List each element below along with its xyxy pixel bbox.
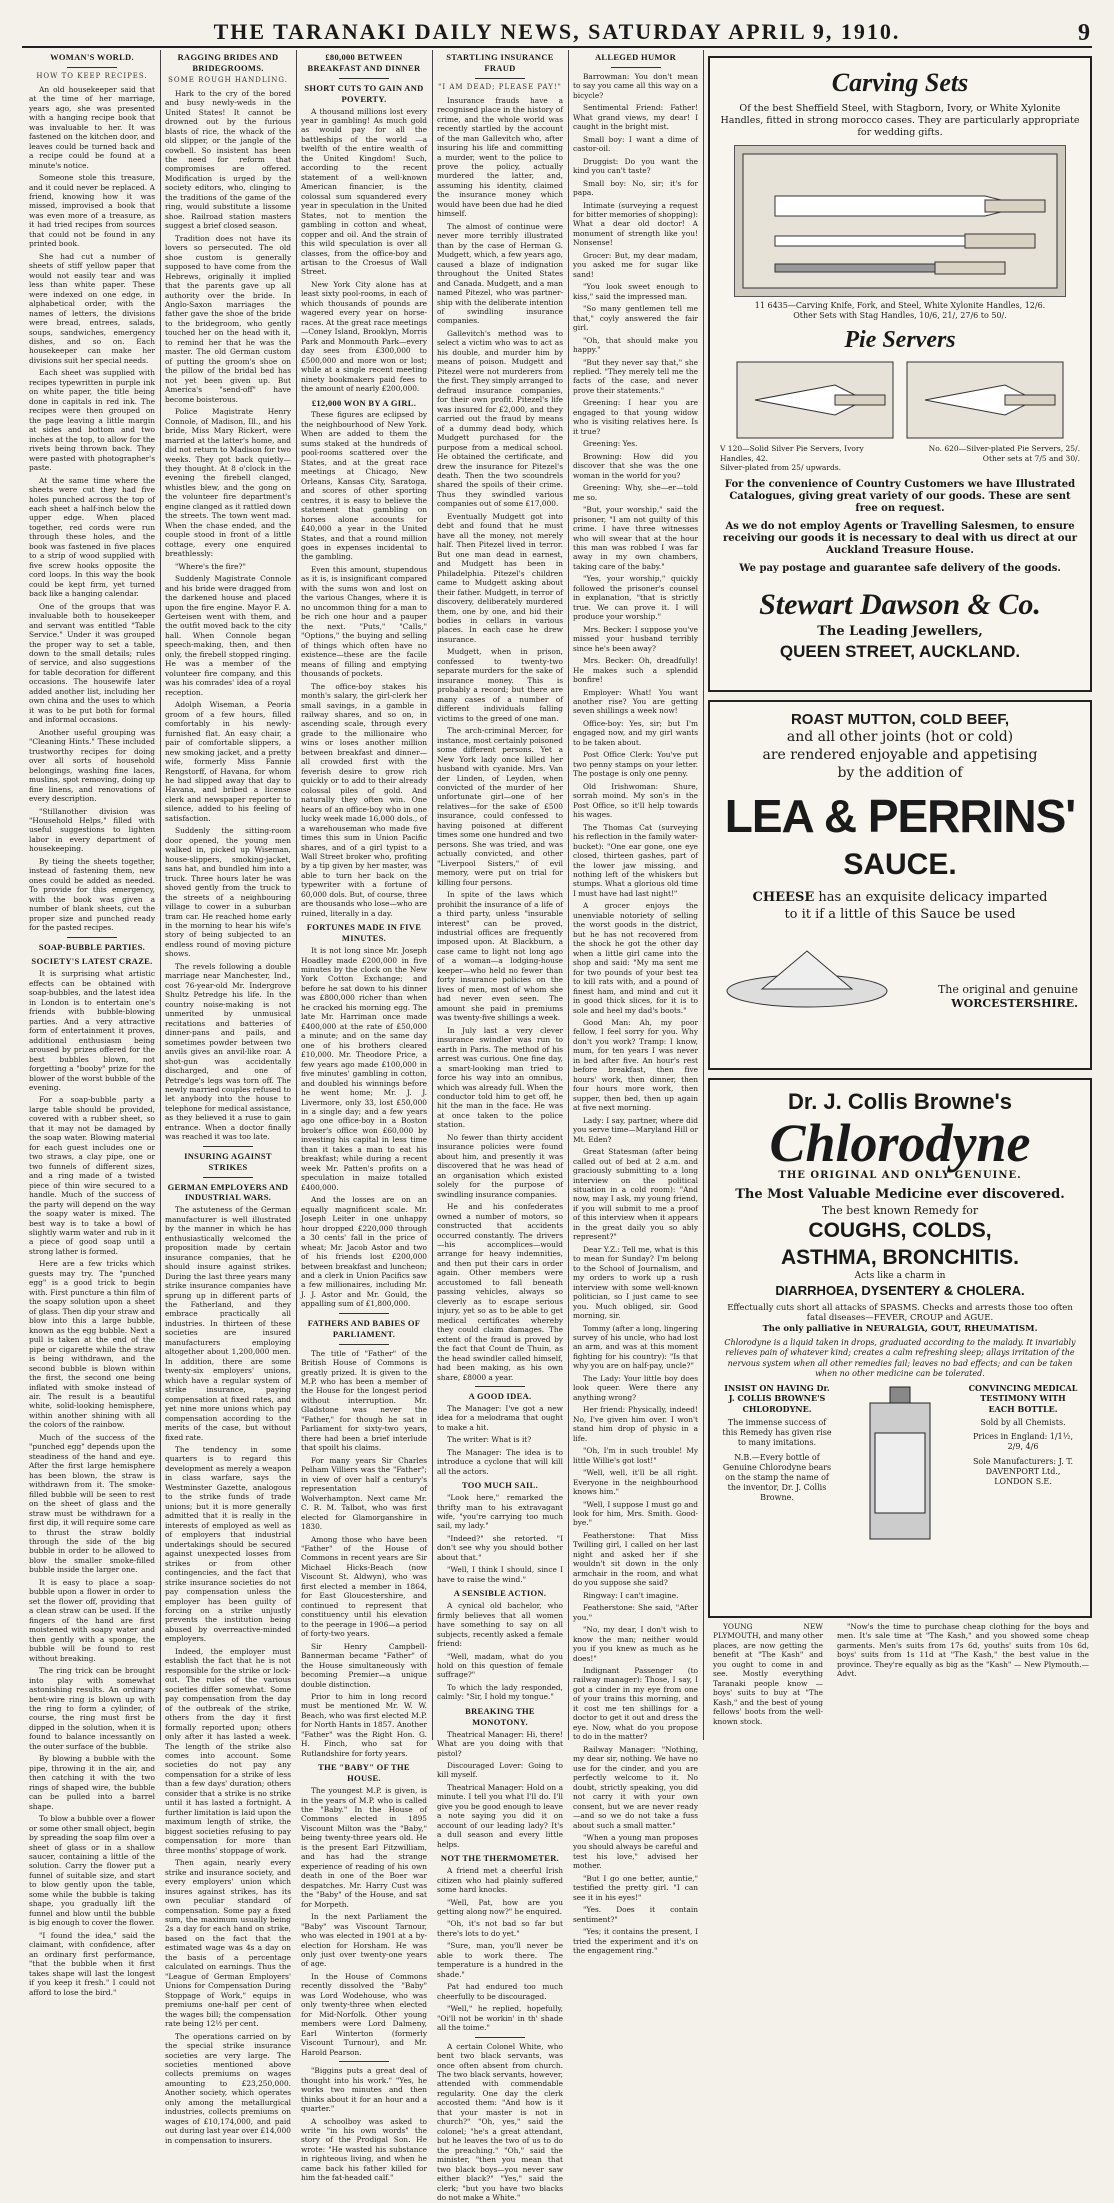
ad-line: WORCESTERSHIRE.: [951, 997, 1078, 1011]
column-womans-world: [24, 48, 160, 1997]
paragraph: Hark to the cry of the bored and busy newly-weds in the United States! It cannot be drowned out by the furious blasts of rice, the whack of the old slipper, or the jangle of the cowbell. So insistent has been the need for reform that compromises are offered. Modification is urged by the society editors, who, clinging to the traditions of the game of the ring, would substitute a lissome shoe. Railroad station masters suggest a brief closed season.: [165, 88, 291, 231]
paragraph: The tendency in some quarters is to regard this development as merely a weapon in class warfare, says the Westminster Gazette, analogous to the strike funds of trade unions; but it is more generally admitted that it is really in the interests of employed as well as of employers that industrial undertakings should be secured against unexpected losses from strikes or from other contingencies, and the fact that strike insurance societies do not pay compensation unless the employer has been guilty of forcing on a strike unjustly prevents the institution being abused by overreactive-minded employers.: [165, 1445, 291, 1644]
ad-line: Sole Manufacturers: J. T. DAVENPORT Ltd., LONDON S.E.: [972, 1456, 1074, 1486]
paragraph: "But, your worship," said the prisoner, "I am not guilty of this crime. I have three witnesses who will swear that at the hour this man was robbed I was far away in my own chambers, taking care of the baby.": [573, 505, 698, 571]
paragraph: Her friend: Physically, indeed! No, I've given him over. I won't stand him drop of physic in a life.: [573, 1405, 698, 1443]
ad-line: The best known Remedy for: [821, 1203, 979, 1217]
paragraph: Barrowman: You don't mean to say you came all this way on a bicycle?: [573, 71, 698, 100]
headline: RAGGING BRIDES AND BRIDEGROOMS.: [177, 52, 279, 73]
subheadline: BREAKING THE MONOTONY.: [465, 1705, 535, 1727]
paragraph: The operations carried on by the special strike insurance societies are very large. The societies mentioned above collects premiums on wages amounting to £23,250,000. Another society, which operates only among the metallurgical industries, collects premiums on wages of £10,174,000, and paid out during last year over £14,000 in compensation to insurers.: [165, 2031, 291, 2145]
paragraph: "Indeed?" she retorted. "I don't see why you should bother about that.": [437, 1533, 563, 1562]
firm-address: QUEEN STREET, AUCKLAND.: [779, 641, 1021, 661]
paragraph: Tommy (after a long, lingering survey of his uncle, who had lost an arm, and was at this moment fighting for his country): "Is that why you are on half-pay, uncle?": [573, 1323, 698, 1371]
paragraph: "Yes. Does it contain sentiment?": [573, 1905, 698, 1924]
divider: [339, 78, 389, 79]
ad-chlorodyne: [708, 1078, 1092, 1618]
caption: V 120—Solid Silver Pie Servers, Ivory Handles, 42.: [720, 444, 864, 463]
ad-line: The Most Valuable Medicine ever discovered.: [735, 1186, 1065, 1202]
caption: No. 620—Silver-plated Pie Servers, 25/. Other sets at 7/5 and 30/.: [928, 444, 1080, 463]
paragraph: Someone stole this treasure, and it could never be replaced. A friend, knowing how it was missed, improvised a book that was even more of a treasure, as it had tried recipes from sources that could not be found in any printed book.: [29, 173, 155, 249]
paragraph: Sentimental Friend: Father! What grand views, my dear! I caught in the bright mist.: [573, 103, 698, 132]
paragraph: Lady: I say, partner, where did you serve time—Maryland Hill or Mt. Eden?: [573, 1115, 698, 1144]
ad-line: COUGHS, COLDS,: [808, 1218, 992, 1242]
firm-tagline: The Leading Jewellers,: [817, 624, 983, 640]
paragraph: Railway Manager: "Nothing, my dear sir, nothing. We have no use for the cinder, and you are perfectly welcome to it. No doubt, strictly speaking, you did not carry it with your own consent, but we are never ready—and so we do not take a fuss about such a small matter.": [573, 1744, 698, 1830]
headline: WOMAN'S WORLD.: [50, 52, 134, 62]
paragraph: "You look sweet enough to kiss," said the impressed man.: [573, 282, 698, 301]
ad-line: N.B.—Every bottle of Genuine Chlorodyne bears on the stamp the name of the inventor, Dr. J. Collis Browne.: [722, 1452, 832, 1503]
paragraph: "I found the idea," said the claimant, with confidence, after an ordinary first performance, "that the bubble when it first takes shape will last the longest if you keep it fresh." I could not afford to lose the bird.": [29, 1930, 155, 1997]
subhead: SOME ROUGH HANDLING.: [168, 75, 288, 84]
ad-line: THE ORIGINAL AND ONLY GENUINE.: [778, 1170, 1022, 1182]
cheese-label: CHEESE: [752, 890, 815, 906]
paragraph: "Oh, I'm in such trouble! My little Willie's got lost!": [573, 1446, 698, 1465]
paragraph: Suddenly the sitting-room door opened, the young men walked in, picked up Wiseman, house-slippers, smoking-jacket, sans hat, and bundled him into a truck. Three hours later he was shoved gently from the truck to the streets of a neighbouring village to cower in a suburban tram car. He reached home early in the morning to hear his wife's story of being subjected to an endless round of moving picture shows.: [165, 826, 291, 959]
ad-line: The only palliative in NEURALGIA, GOUT, RHEUMATISM.: [762, 1324, 1038, 1335]
paragraph: These figures are eclipsed by the neighbourhood of New York. When are added to them the sums staked at the hundreds of pool-rooms scattered over the States, and at the great race meetings at Chicago, New Orleans, Kansas City, Saratoga, and scores of other sporting centres, it is easy to believe the statement that gambling on horses alone accounts for £40,000 a year in the United States, and that a round million goes in expenses incidental to the gambling.: [301, 410, 427, 562]
paragraph: "Yes, your worship," quickly followed the prisoner's counsel in explanation, "that is strictly true. We can prove it. I will produce your worship.": [573, 574, 698, 622]
ad-line: Chlorodyne is a liquid taken in drops, graduated according to the malady. It invariably relieves pain of whatever kind; creates a calm refreshing sleep; allays irritation of the nervous system when all other remedies fail; leaves no bad effects; and can be taken when no other medicine can be tolerated.: [724, 1338, 1076, 1378]
ad-line: INSIST ON HAVING Dr. J. COLLIS BROWNE'S CHLORODYNE.: [724, 1383, 830, 1414]
pie-server-icon: [905, 360, 1065, 440]
subheadline: NOT THE THERMOMETER.: [440, 1853, 560, 1864]
paragraph: Pat had endured too much cheerfully to be discouraged.: [437, 1982, 563, 2001]
headline: £80,000 BETWEEN BREAKFAST AND DINNER: [307, 52, 421, 73]
paragraph: Greening: Why, she—er—told me so.: [573, 483, 698, 502]
paragraph: The Manager: I've got a new idea for a melodrama that ought to make a hit.: [437, 1403, 563, 1432]
paragraph: Discouraged Lover: Going to kill myself.: [437, 1761, 563, 1780]
column-ragging-brides: [160, 48, 296, 2145]
paragraph: The revels following a double marriage near Manchester, Ind., cost 76-year-old Mr. Indergrove Shultz Petredge his life. In the country noise-making is not unmerited by unmusical recitations and batteries of dinner-pans and pails, and sometimes powder between two anvils gives an anvil-like roar. A shot-gun was accidentally discharged, and one of Petredge's legs was torn off. The newly married couples refused to let anybody into the house to telephone for medical assistance, as they believed it a ruse to gain entrance. When a doctor finally was reached it was too late.: [165, 961, 291, 1142]
ad-title-pie: Pie Servers: [844, 327, 956, 354]
paragraph: Each sheet was supplied with recipes typewritten in purple ink on white paper, the title being done in capitals in red ink. The recipes were then grouped on the page leaving a little margin at sides and bottom and two inches at the top, to allow for the rivets being thrown back. They were pasted with photographer's paste.: [29, 368, 155, 473]
column-breakfast-dinner: [296, 48, 432, 2183]
paragraph: "So many gentlemen tell me that," coyly answered the fair girl.: [573, 304, 698, 333]
paragraph: "Yes; it contains the present, I tried the experiment and it's on the engagement ring.": [573, 1927, 698, 1956]
headline: ALLEGED HUMOR: [594, 52, 677, 62]
ad-line: and all other joints (hot or cold): [786, 729, 1014, 746]
subhead: HOW TO KEEP RECIPES.: [36, 71, 148, 80]
pie-captions: [720, 444, 1080, 473]
ad-text: As we do not employ Agents or Travelling Salesmen, to ensure receiving our goods it is necessary to deal with us direct at our Auckland Treasure House.: [723, 520, 1077, 556]
ad-line: Dr. J. Collis Browne's: [787, 1089, 1013, 1114]
paragraph: A grocer enjoys the unenviable notoriety of selling the worst goods in the district, but he has not recovered from the shock he got the other day when a little girl came into the shop and said: "My ma sent me for two pounds of your best tea to kill rats with, and a pound of finest ham, and mind and cut it in good thick slices, for it is to sole and heel my dad's boots.": [573, 901, 698, 1015]
paragraph: Druggist: Do you want the kind you can't taste?: [573, 156, 698, 176]
divider: [475, 78, 525, 79]
paragraph: "Where's the fire?": [175, 561, 246, 571]
firm-name: Stewart Dawson & Co.: [759, 587, 1041, 621]
paragraph: The office-boy stakes his month's salary, the girl-clerk her small savings, in a gamble in railway shares, and so on, in ascending scale, through every grade to the millionaire who wins or loses another million between breakfast and dinner—all crowded first with the feverish desire to grow rich quickly or to add to their already colossal piles of gold. And naturally they often win. One hears of an office-boy who in one lucky week made 16,000 dols., of a warehouseman who made five times this sum in Union Pacific shares, and of a girl typist to a Wall Street broker who, profiting by a tip given by her master, was able to turn her back on the typewriter with a fortune of 60,000 dols. But, of course, three are thousands who lose—who are ruined, literally in a day.: [301, 681, 427, 918]
paragraph: Small boy: No, sir; it's for papa.: [573, 178, 698, 198]
divider: [203, 1146, 253, 1147]
subheadline: THE "BABY" OF THE HOUSE.: [318, 1762, 410, 1784]
ad-text: Of the best Sheffield Steel, with Stagborn, Ivory, or White Xylonite Handles, fitted in strong morocco cases. They are particularly appropriate for wedding gifts.: [720, 103, 1080, 139]
caption: 11 6435—Carving Knife, Fork, and Steel, White Xylonite Handles, 12/6.: [754, 300, 1046, 310]
divider: [67, 67, 117, 68]
paragraph: Post Office Clerk: You've put two penny stamps on your letter. The postage is only one penny.: [573, 750, 698, 779]
ad-title-carving: Carving Sets: [831, 68, 969, 97]
paragraph: He and his confederates owned a number of motors, so constructed that accidents occurred constantly. The drivers—his accomplices—would arrange for heavy indemnities, and then put their cars in order again. Other members were accustomed to fall beneath passing vehicles, always so cleverly as to escape serious injury, yet so as to be able to get medical certificates whereby they could claim damages. The extent of the fraud is proved by the fact that Count de Thuin, as the head swindler called himself, had been making, as his own share, £8000 a year.: [437, 1202, 563, 1382]
paragraph: "Well, I think I should, since I have to raise the wind.": [437, 1565, 563, 1584]
paragraph: It is not long since Mr. Joseph Hoadley made £200,000 in five minutes by the clock on the New York Cotton Exchange; and before he sat down to his dinner was £800,000 richer than when he cracked his morning egg. The late Mr. Harriman once made £400,000 at the rate of £50,000 a minute; and on the same day one of his brothers cleared £10,000. Mr. Theodore Price, a few years ago made £100,000 in five minutes' gambling in cotton, and doubled his winnings before he went home; Mr. J. J. Livermore, only 33, lost £50,000 in a single day; and a few years ago one office-boy in a Boston broker's office won £60,000 by investing his capital in less time than it takes a man to eat his breakfast; while during a recent week Mr. Patten's profits on a speculation in maize totalled £400,000.: [301, 946, 427, 1192]
caption: Other Sets with Stag Handles, 10/6, 21/, 27/6 to 50/.: [793, 311, 1007, 321]
brand-name: LEA & PERRINS': [724, 789, 1076, 842]
ad-line: DIARRHOEA, DYSENTERY & CHOLERA.: [775, 1282, 1025, 1298]
subheadline: SHORT CUTS TO GAIN AND POVERTY.: [304, 82, 424, 104]
paragraph: By tieing the sheets together, instead of fastening them, new ones could be added as needed. To provide for this emergency, with the book was given a number of blank sheets, cut the proper size and punched ready for the pasted recipes.: [29, 856, 155, 933]
column-alleged-humor: [568, 48, 703, 1956]
paragraph: At the same time where the sheets were cut they had five holes punched across the top of each sheet a half-inch below the upper edge. When placed together, red cords were run through these holes, and the book was fastened in five places to a strip of wood supplied with five screw hooks opposite the cord loops. In this way the book could be kept firm, yet turned back like a hanging calendar.: [29, 475, 155, 599]
divider: [339, 1313, 389, 1314]
ad-text: For the convenience of Country Customers we have Illustrated Catalogues, giving great variety of our goods. These are sent free on request.: [724, 478, 1076, 514]
subheadline: A GOOD IDEA.: [468, 1391, 532, 1402]
paragraph: Browning: How did you discover that she was the one woman in the world for you?: [573, 451, 698, 480]
paragraph: No fewer than thirty accident insurance policies were found about him, and presently it was discovered that he was head of an organisation which existed solely for the purpose of swindling insurance companies.: [437, 1132, 563, 1199]
paragraph: "Sure, man, you'll never be able to work there. The temperature is a hundred in the shade.": [437, 1941, 563, 1979]
paragraph: "Stillanother division was "Household Helps," filled with useful suggestions to lighten labor in every department of housekeeping.: [29, 806, 155, 854]
divider: [67, 937, 117, 938]
paragraph: Employer: What! You want another rise? You are getting seven shillings a week now!: [573, 687, 698, 716]
paragraph: The Lady: Your little boy does look queer. Were there any anything wrong?: [573, 1373, 698, 1402]
insist-block: [722, 1383, 832, 1504]
paragraph: The astuteness of the German manufacturer is well illustrated by the manner in which he has enthusiastically welcomed the proposition made by certain insurance companies, that he should insure against strikes. During the last three years many strike insurance companies have sprung up in different parts of the Fatherland, and they embrace practically all industries. In thirteen of these societies are insured manufacturers employing altogether about 1,200,000 men. In addition, there are some twenty-six employers' unions, which have a regular system of strike insurance, paying compensation at fixed rates, and yet nine more unions which pay compensation according to the merits of the case, but without fixed rate.: [165, 1205, 291, 1442]
paragraph: Dear Y.Z.: Tell me, what is this to mean for Sunday? I'm belong to the School of Journalism, and my orders to work up a rush interview with some well-known politician, so I just came to see you. Much obliged, sir. Good morning, sir.: [573, 1244, 698, 1321]
paragraph: Then again, nearly every strike and insurance society, and every employers' union which insures against strikes, has its own peculiar standard of compensation. Some pay a fixed sum, the maximum usually being 2s a day for each hand on strike, based on the fact that the estimated wage was 4s a day on the basis of a percentage calculated on earnings. Thus the "League of German Employers' Unions for Compensation During Stoppage of Work," equips in premiums one-half per cent of the wages bill; the compensation rate being 12½ per cent.: [165, 1858, 291, 2029]
paragraph: It is surprising what artistic effects can be obtained with soap-bubbles, and the latest idea in London is to entertain one's friends with bubble-blowing parties. And a very attractive form of entertainment it proves, additional enthusiasm being aroused by prizes offered for the best bubbles blown, not forgetting a "booby" prize for the blower of the worst bubble of the evening.: [29, 969, 155, 1092]
paragraph: In the House of Commons recently dissolved the "Baby" was Lord Wodehouse, who was only twenty-three when elected for Mid-Norfolk. Other young members were Lord Dalmeny, Earl Winterton (formerly Viscount Turnour), and Mr. Harold Pearson.: [301, 1971, 427, 2057]
paragraph: "Well, well, it'll be all right. Everyone in the neighbourhood knows him.": [573, 1468, 698, 1497]
column-rule: [703, 50, 704, 1740]
testimony-block: [968, 1383, 1078, 1487]
subheadline: GERMAN EMPLOYERS AND INDUSTRIAL WARS.: [167, 1181, 289, 1203]
paragraph: Small boy: I want a dime of castor-oil.: [573, 134, 698, 154]
paragraph: The writer: What is it?: [447, 1435, 532, 1445]
paragraph: "Now's the time to purchase cheap clothing for the boys and men. It's sale time at "The Kash," and you showed some cheap garments. Men's suits from 17s 6d, youths' suits from 10s 6d, boys' suits from 1s 11d at "The Kash," the best value in the province. They're equally as big as the "Kash" — New Plymouth.—Advt.: [837, 1622, 1089, 1679]
masthead: THE TARANAKI DAILY NEWS, SATURDAY APRIL 9, 1910.: [213, 19, 901, 44]
ad-line: by the addition of: [837, 765, 963, 781]
paragraph: "Biggins puts a great deal of thought into his work." "Yes, he works two minutes and then thinks about it for an hour and a quarter.": [301, 2066, 427, 2114]
subheadline: SOCIETY'S LATEST CRAZE.: [31, 956, 153, 967]
headline: FATHERS AND BABIES OF PARLIAMENT.: [307, 1317, 421, 1339]
paragraph: Greening: I hear you are engaged to that young widow who is visiting relatives here. Is it true?: [573, 398, 698, 436]
ad-line: Effectually cuts short all attacks of SPASMS. Checks and arrests those too often fatal diseases—FEVER, CROUP and AGUE.: [727, 1302, 1073, 1324]
paragraph: Mudgett, when in prison, confessed to twenty-two separate murders for the sake of insurance money. This is probably a record; but there are many cases of a number of different individuals falling victims to the greed of one man.: [437, 647, 563, 723]
paragraph: A cynical old bachelor, who firmly believes that all women have something to say on all subjects, recently asked a female friend:: [437, 1601, 563, 1649]
ad-text: We pay postage and guarantee safe delivery of the goods.: [739, 562, 1061, 574]
paragraph: Theatrical Manager: Hi, there! What are you doing with that pistol?: [437, 1729, 563, 1758]
divider: [475, 2037, 525, 2038]
bottom-note-left: [708, 1622, 828, 1742]
paragraph: Featherstone: She said, "After you.": [573, 1603, 698, 1622]
medicine-bottle-icon: [855, 1383, 945, 1543]
paragraph: The almost of continue were never more terribly illustrated than by the case of Herman G. Mudgett, which, a few years ago, caused a blaze of indignation throughout the United States and Canada. Mudgett, and a man named Pitezel, who was partner-ship with the deliberate intention of swindling insurance companies.: [437, 221, 563, 326]
paragraph: For many years Sir Charles Pelham Villiers was the "Father"; in view of over half a century's representation of Wolverhampton. Next came Mr. C. R. M. Talbot, who was first elected for Glamorganshire in 1830.: [301, 1455, 427, 1532]
paragraph: Ringway: I can't imagine.: [583, 1590, 679, 1600]
paragraph: A friend met a cheerful Irish citizen who had plainly suffered some hard knocks.: [437, 1866, 563, 1895]
paragraph: Tradition does not have its lovers so persecuted. The old shoe custom is generally supposed to have come from the Hebrews, originally it implied that the parents gave up all authority over the bride. In Anglo-Saxon marriages the father gave the shoe of the bride to the bridegroom, who gently touched her on the head with it, to remind her that he was the master. The old German custom of putting the groom's shoe on the pillow of the bridal bed has not yet been given up. But America's "send-off" have become boisterous.: [165, 233, 291, 404]
divider: [339, 1344, 389, 1345]
bottom-note-right: [832, 1622, 1094, 1742]
headline: SOAP-BUBBLE PARTIES.: [38, 941, 146, 952]
subheadline: £12,000 WON BY A GIRL.: [311, 397, 417, 408]
paragraph: A certain Colonel White, who bent two black servants, was once often absent from church. The two black servants, however, attended with commendable regularity. One day the clerk accosted them: "And how is it that your master is not in church?" "Oh, yes," said the colonel; "he's a great attendant, but he leaves the two of us to do the preaching." "Oh," said the minister, "then you mean that two black boys—you never saw either black?" "Yes," said the clerk; "but you have two blacks do not make a White.": [437, 2041, 563, 2203]
paragraph: For a soap-bubble party a large table should be provided, covered with a rubber sheet, so that it may not be damaged by the soap water. Blowing material for each guest includes one or two straws, a clay pipe, one or two funnels of different sizes, and a ring made of a twisted piece of thin wire secured to a handle. Much of the success of the party will depend on the way the soapy water is mixed. The best way is to take a bowl of slightly warm water and rub in it a piece of good soap until a strong lather is formed.: [29, 1095, 155, 1256]
paragraph: By blowing a bubble with the pipe, throwing it in the air, and then catching it with the two rings of shaped wire, the bubble can be pulled into a barrel shape.: [29, 1754, 155, 1811]
ad-line: to it if a little of this Sauce be used: [784, 906, 1016, 922]
paragraph: Mrs. Becker: Oh, dreadfully! He makes such a splendid bonfire!: [573, 656, 698, 685]
brand-name: Chlorodyne: [769, 1113, 1031, 1174]
paragraph: Indeed, the employer must establish the fact that he is not responsible for the strike or lock-out. The rules of the various societies differ somewhat. Some pay compensation from the day of the outbreak of the strike, others from the day it first formally reported upon; others only after it has lasted a week. The length of the strike also comes into account. Some societies do not pay any compensation for a strike of less than a few days' duration; others consider that a strike is no strike until it has lasted a fortnight. A further limitation is laid upon the maximum length of strike, the biggest societies refusing to pay compensation for more than three months' stoppage of work.: [165, 1646, 291, 1855]
paragraph: Another useful grouping was "Cleaning Hints." These included trustworthy recipes for doing over all sorts of household belongings, washing fine laces, muslins, spot removing, doing up fine linens, and renovations of every description.: [29, 727, 155, 804]
paragraph: "Oh, that should make you happy.": [573, 335, 698, 355]
cheese-platter-icon: [722, 931, 892, 1011]
paragraph: Here are a few tricks which guests may try. The "punched egg" is a good trick to begin with. First puncture a thin film of the soapy solution upon a sheet of glass. Then dip your straw and blow into this a large bubble, known as the egg bubble. Next a pull is taken at the end of the pipe or cigarette while the straw is being withdrawn, and the second bubble is blown within the first, the second one being inflated with smoke instead of air. The result is a beautiful white, solid-looking hemisphere, within another shining with all the colors of the rainbow.: [29, 1259, 155, 1430]
paragraph: "Well," he replied, hopefully, "Oi'll not be workin' in th' shade all the toime.": [437, 2004, 563, 2033]
paragraph: Grocer: But, my dear madam, you asked me for sugar like sand!: [573, 250, 698, 279]
divider: [611, 67, 661, 68]
carving-set-illustration: [734, 145, 1066, 297]
paragraph: A thousand millions lost every year in gambling! As much gold as would pay for all the battleships of the world —a twelfth of the entire wealth of the United Kingdom! Such, according to the recent statement of a well-known American financier, is the colossal sum squandered every year in speculation in the United States, not to mention the gambling in cotton and wheat, copper and oil. And the strain of this wild speculation is over all classes, from the office-boy and artisan to the Croesus of Wall Street.: [301, 106, 427, 277]
paragraph: Good Man: Ah, my poor fellow, I feel sorry for you. Why don't you work? Tramp: I know, mum, for ten years I was never in bed after five. An hour's rest before breakfast, then five hours' work, then dinner, then four hours more work, then supper, then bed, then up again at five next morning.: [573, 1018, 698, 1113]
paragraph: Suddenly Magistrate Connole and his bride were dragged from the darkened house and placed upon the fire engine. Mayor F. A. Gerteisen went with them, and the outfit moved back to the city hall. When Connole began speech-making, then, and then only, the firebell stopped ringing. He was a member of the volunteer fire company, and this was his comrades' idea of a royal reception.: [165, 574, 291, 697]
page-number: 9: [1078, 20, 1090, 46]
paragraph: The Thomas Cat (surveying his reflection in the family water-bucket): "One ear gone, one eye closed, thirteen gashes, part of the lower jaw missing, and nothing left of the whiskers but stumps. What a glorious old time I must have had last night!": [573, 822, 698, 898]
paragraph: Greening: Yes.: [583, 439, 638, 449]
paragraph: Featherstone: That Miss Twilling girl, I called on her last night and asked her if she wouldn't sit down in the only armchair in the room, and what do you suppose she said?: [573, 1530, 698, 1588]
column-insurance-fraud: [432, 48, 568, 2203]
paragraph: A schoolboy was asked to write "in his own words" the story of the Prodigal Son. He wrote: "He wasted his substance in righteous living, and when he came back his father killed for him the fat-headed calf.": [301, 2116, 427, 2183]
paragraph: And the losses are on an equally magnificent scale. Mr. Joseph Leiter in one unhappy hour dropped £220,000 through a 30 cents' fall in the price of wheat; Mr. Jacob Astor and two of his friends lost £200,000 between breakfast and luncheon; and a clerk in Union Pacifics saw a few millionaires, including Mr. J. J. Astor and Mr. Gould, the appalling sum of £1,800,000.: [301, 1195, 427, 1309]
paragraph: An old housekeeper said that at the time of her marriage, years ago, she was presented with a hanging recipe book that was invaluable to her. It was fastened on the kitchen door, and leaves could be turned back and a recipe could be found at a minute's notice.: [29, 84, 155, 170]
brand-product: SAUCE.: [843, 847, 957, 881]
pie-server-icon: [735, 360, 895, 440]
caption: Silver-plated from 25/ upwards.: [720, 463, 842, 473]
subhead: "I AM DEAD; PLEASE PAY!": [438, 82, 562, 91]
paragraph: Theatrical Manager: Hold on a minute. I tell you what I'll do. I'll give you be good enough to leave a note saying you did it on account of our leading lady? It's a dull season and every little helps.: [437, 1782, 563, 1849]
paragraph: Old Irishwoman: Shure, sorrah moind. My son's in the Post Office, so it'll help towards his wages.: [573, 781, 698, 820]
paragraph: Indignant Passenger (to railway manager): Those, I say, I got a cinder in my eye from one of your trains this morning, and it cost me ten shillings for a doctor to get it out and dress the eye. Now, what do you propose to do in the matter?: [573, 1666, 698, 1742]
paragraph: She had cut a number of sheets of stiff yellow paper that would not easily tear and was less than white paper. These were indexed on one edge, in alphabetical order, with the names of letters, the divisions were bread, entrees, salads, soups, sandwiches, emergency dishes, and so on. Each housekeeper can make her divisions suit her special needs.: [29, 251, 155, 365]
ad-line: Sold by all Chemists.: [980, 1417, 1066, 1427]
paragraph: The arch-criminal Mercer, for instance, most certainly poisoned some different persons. Yet a New York lady once killed her husband with cyanide. Mrs. Van der Linden, of Leyden, when convicted of the murder of her unfortunate girl—one of her relatives—for the sake of £500 insurance, could confessed to having poisoned at different times some one hundred and two persons. She was tried, and was actually convicted, and other "Liverpool Sisters," of evil memory, were put on trial for killing four persons.: [437, 726, 563, 887]
headline: STARTLING INSURANCE FRAUD: [446, 52, 554, 73]
paragraph: Eventually Mudgett got into debt and found that he must have all the money, not merely half. Then Pitezel lived in terror. But one man dead in earnest, and Mudgett has been in Philadelphia. Pitezel's children came to Mudgett asking about their father. Mudgett, in terror of discovery, deliberately murdered them, one by one, and hid their bodies in cellars in various places. In each case he drew insurance.: [437, 511, 563, 644]
paragraph: One of the groups that was invaluable both to housekeeper and servant was entitled "Table Service." Under it was grouped the proper way to set a table, down to the small details; rules of service, and also suggestions for table decoration for different occasions. The housewife later added another list, including her own china and the uses to which it was to be put both for formal and informal occasions.: [29, 601, 155, 725]
paragraph: Police Magistrate Henry Connole, of Madison, Ill., and his bride, Miss Mary Rickert, were married at the latter's home, and did not return to Madison for two weeks. They got back quietly—they thought. At 8 o'clock in the evening the firebell clanged, whistles blew, and the gong on the volunteer fire department's engine clanged as it rattled down the streets. The town went mad. When the chase ended, and the couple stood in front of a little cottage, every one enquired breathlessly:: [165, 407, 291, 559]
divider: [203, 1177, 253, 1178]
paragraph: In July last a very clever insurance swindler was run to earth in Paris. The method of his arrest was curious. One fine day, a smart-looking man tried to force his way into an omnibus, which was already full. When the conductor told him to get off, he hit the man in the face. He was at once taken to the police station.: [437, 1025, 563, 1130]
paragraph: "No, my dear, I don't wish to know the man; neither would you if you knew as much as he does!": [573, 1625, 698, 1663]
caption: [720, 444, 893, 473]
ad-line: The original and genuine: [937, 983, 1078, 997]
ad-line: are rendered enjoyable and appetising: [762, 747, 1038, 764]
paragraph: "Well, madam, what do you hold on this question of female suffrage?": [437, 1651, 563, 1680]
paragraph: "Look here," remarked the thrifty man to his extravagant wife, "you're carrying too much sail, my lady.": [437, 1493, 563, 1531]
ad-line: has an exquisite delicacy imparted: [818, 890, 1048, 906]
paragraph: "Well, I suppose I must go and look for him, Mrs. Smith. Good-bye.": [573, 1499, 698, 1528]
ad-line: ASTHMA, BRONCHITIS.: [781, 1245, 1019, 1269]
paragraph: Mrs. Becker: I suppose you've missed your husband terribly since he's been away?: [573, 624, 698, 653]
ad-line: The immense success of this Remedy has given rise to many imitations.: [722, 1417, 832, 1448]
paragraph: In spite of the laws which prohibit the insurance of a life of a third party, unless "insurable interest" can be proved, industrial offices are frequently imposed upon. At Blackburn, a case came to light not long ago of a woman—a lodging-house keeper—who held no fewer than forty insurance policies on the lives of men, most of whom she had never even seen. The amount she paid in premiums was twenty-five shillings a week.: [437, 890, 563, 1023]
divider: [475, 1386, 525, 1387]
paragraph: "When a young man proposes you should always be careful and test his love," advised her mother.: [573, 1832, 698, 1871]
paragraph: It is easy to place a soap-bubble upon a flower in order to set the flower off, providing that a clean straw can be used. If the fingers of the hand are first moistened with soapy water and then gently with a sponge, the bubble will be found to rest without breaking.: [29, 1577, 155, 1663]
paragraph: The youngest M.P. is given, is in the years of M.P. who is called the "Baby." In the House of Commons elected in 1895 Viscount Milton was the "Baby," being twenty-three years old. He is the present Earl Fitzwilliam, and has had the strange experience of reading of his own death in one of the Boer war despatches. Mr. Harry Cust was the "Baby" of the House, and sat for Morpeth.: [301, 1786, 427, 1909]
paragraph: To blow a bubble over a flower or some other small object, begin by spreading the soap film over a sheet of glass or in a shallow saucer, containing a little of the solution. Carry the flower put a funnel of suitable size, and start to blow gently upon the table, some while the bubble is taking shape, you gradually lift the funnel and blow until the bubble is big enough to cover the flower.: [29, 1814, 155, 1928]
paragraph: To which the lady responded, calmly: "Sir, I hold my tongue.": [437, 1682, 563, 1702]
paragraph: YOUNG NEW PLYMOUTH, and many other places, are now getting the benefit at "The Kash" and you ought to come in and see. Mostly everything Taranaki people know — boys' suits to buy at "The Kash," and the best of young fellows' boots from the well-known stock.: [713, 1622, 823, 1726]
paragraph: Among those who have been "Father" of the House of Commons in recent years are Sir Michael Hicks-Beach (now Viscount St. Aldwyn), who was first elected a member in 1864, for East Gloucestershire, and continued to represent that constituency until his elevation to the peerage in 1906—a period of forty-two years.: [301, 1534, 427, 1639]
subheadline: A SENSIBLE ACTION.: [453, 1588, 547, 1599]
headline: INSURING AGAINST STRIKES: [184, 1150, 272, 1172]
ad-line: Prices in England: 1/1½, 2/9, 4/6: [972, 1432, 1073, 1452]
subheadline: TOO MUCH SAIL.: [461, 1480, 539, 1491]
paragraph: "Oh, it's not bad so far but there's lots to do yet.": [437, 1919, 563, 1938]
pie-server-illustrations: [720, 360, 1080, 440]
ad-line: CONVINCING MEDICAL TESTIMONY WITH EACH BOTTLE.: [968, 1383, 1078, 1414]
subheadline: FORTUNES MADE IN FIVE MINUTES.: [306, 922, 422, 944]
paragraph: The ring trick can be brought into play with somewhat astonishing results. An ordinary bent-wire ring is blown up with the ring to form a cylinder, of course, the ring must first be dipped in the solution, when it is found to balance incessantly on the outer surface of the bubble.: [29, 1666, 155, 1751]
paragraph: The title of "Father" of the British House of Commons is greatly prized. It is given to the M.P. who has been a member of the House for the longest period without interruption. Mr. Gladstone was never the "Father," for though he sat in Parliament for sixty-two years, there had been a brief interlude that spoilt his claims.: [301, 1348, 427, 1453]
paragraph: Much of the success of the "punched egg" depends upon the steadiness of the hand and eye. After the first large hemisphere has been blown, the straw is withdrawn from it. The smoke-filled bubble will be seen to rest on the sheet of glass and the straw must be withdrawn for a first dip, it will require some care to thrust the straw boldly through the side of the big bubble in order to be allowed to blow the smaller smoke-filled bubble inside the larger one.: [29, 1432, 155, 1575]
paragraph: Intimate (surveying a request for bitter memories of shopping): What a dear old doctor! A monument of strength like you! Nonsense!: [573, 200, 698, 248]
paragraph: Prior to him in long record must be mentioned Mr. W. W. Beach, who was first elected M.P. for North Hants in 1857. Another "Father" was the Right Hon. G. H. Finch, who sat for Rutlandshire for forty years.: [301, 1692, 427, 1758]
paragraph: New York City alone has at least sixty pool-rooms, in each of which thousands of pounds are wagered every year on horse-races. At the great race meetings—Coney Island, Brooklyn, Morris Park and Monmouth Park—every day sees from £300,000 to £500,000 and more won or lost; while at a single recent meeting ninety bookmakers paid fees to the amount of nearly £200,000.: [301, 279, 427, 394]
paragraph: "But I go one better, auntie," testified the pretty girl. "I can see it in his eyes!": [573, 1873, 698, 1902]
paragraph: Gallevitch's method was to select a victim who was to act as his double, and murder him by means of poison. Mudgett and Pitezel were not murderers from the first. They simply arranged to defraud insurance companies, for their own profit. Pitezel's life was insured for £2,000, and they carried out the fraud by means of a dummy dead body, which Mudgett purchased for the purpose from a medical school. He obtained the certificate, and drew the insurance for Pitezel's death. Then the two scoundrels shared the spoils of their crime. Thus they swindled various companies out of some £17,000.: [437, 328, 563, 509]
paragraph: "But they never say that," she replied. "They merely tell me the facts of the case, and never prove their statements.": [573, 357, 698, 395]
paragraph: "Well, Pat, how are you getting along now?" he enquired.: [437, 1897, 563, 1916]
paragraph: The Manager: The idea is to introduce a cyclone that will kill all the actors.: [437, 1447, 563, 1476]
ad-line: Acts like a charm in: [854, 1271, 946, 1282]
paragraph: Sir Henry Campbell-Bannerman became "Father" of the House simultaneously with becoming Premier—a unique double distinction.: [301, 1641, 427, 1689]
ad-lea-perrins: [708, 700, 1092, 1070]
paragraph: Even this amount, stupendous as it is, is insignificant compared with the sums won and lost on the various Changes, where it is no uncommon thing for a man to be rich one hour and a pauper the next. "Puts," "Calls," "Options," the buying and selling of things which often have no existence—these are the facile means of filling and emptying thousands of pockets.: [301, 564, 427, 679]
paragraph: In the next Parliament the "Baby" was Viscount Tarnour, who was elected in 1901 at a by-election for Horsham. He was only just over twenty-one years of age.: [301, 1912, 427, 1969]
paragraph: Adolph Wiseman, a Peoria groom of a few hours, filled comfortably in his newly-furnished flat. An easy chair, a pair of comfortable slippers, a new smoking jacket, and a pretty wife, formerly Miss Fannie Rengstorff, of Havana, for whom he had slipped away that day to Havana, and bribed a license clerk and newspaper reporter to silence, added to his feeling of satisfaction.: [165, 700, 291, 823]
ad-stewart-dawson: [708, 56, 1092, 692]
divider: [339, 2061, 389, 2062]
paragraph: Insurance frauds have a recognised place in the history of crime, and the whole world was recently startled by the account of the man Gallevitch who, after insuring his life and committing a murder, went to the police to prove the policy, actually murdered the latter, and, assuming his identity, claimed the insurance money which would have been due had he died himself.: [437, 95, 563, 219]
carving-knife-icon: [735, 146, 1065, 296]
paragraph: Office-boy: Yes, sir; but I'm engaged now, and my girl wants to be taken about.: [573, 718, 698, 747]
ad-line: ROAST MUTTON, COLD BEEF,: [790, 711, 1010, 728]
paragraph: Great Statesman (after being called out of bed at 2 a.m. and graciously submitting to a long interview on the political situation in a cold room): "And now, may I ask, my young friend, if you will submit to me a proof of this interview when it appears in the great daily you so ably represent?": [573, 1147, 698, 1242]
